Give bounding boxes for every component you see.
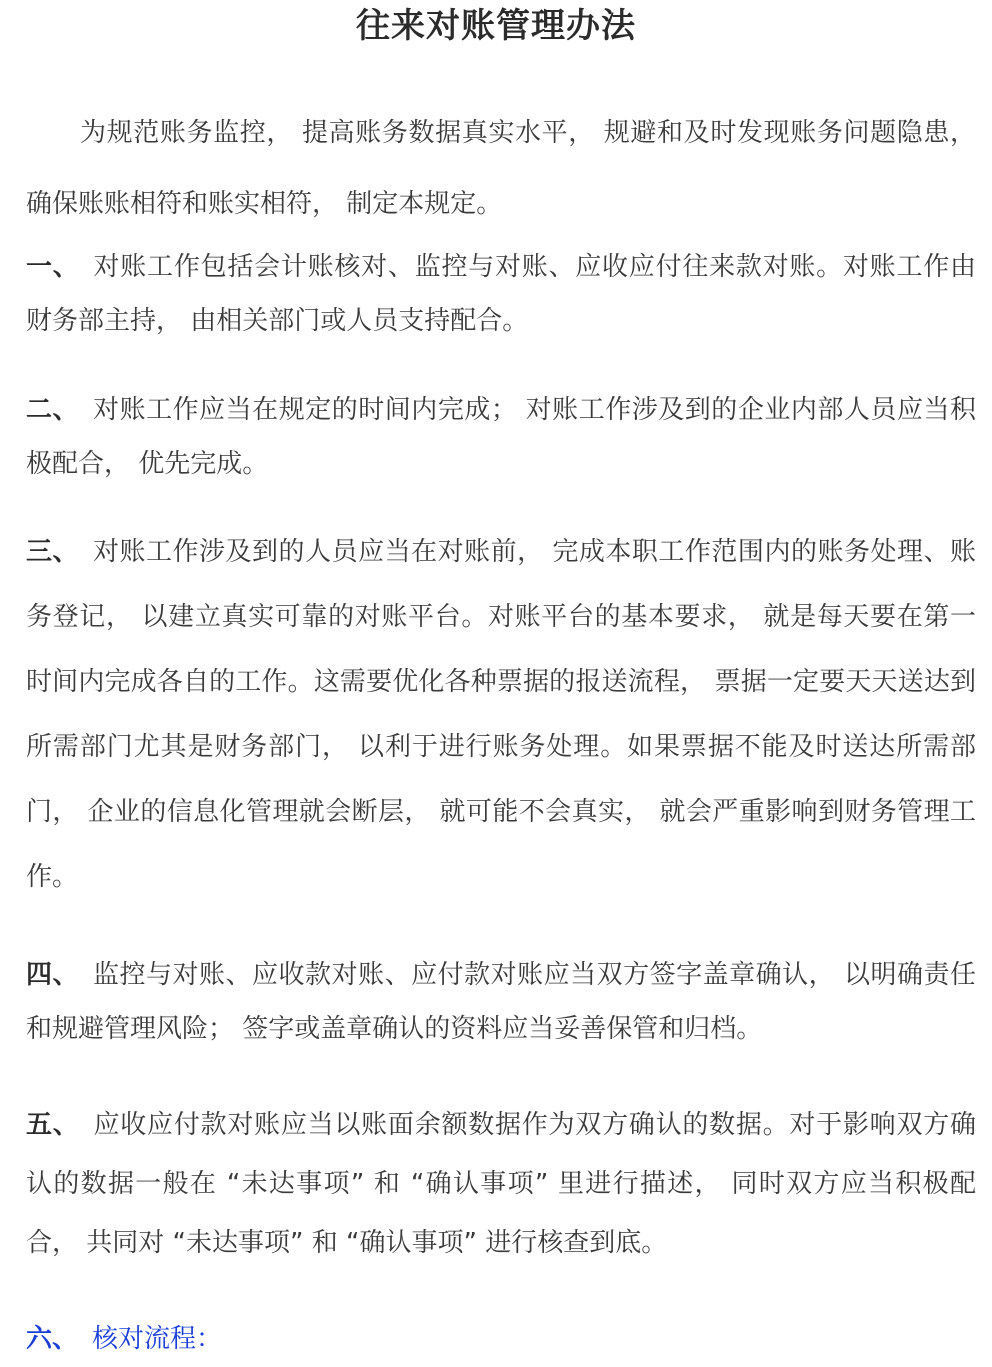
section-4-number: 四、: [26, 960, 80, 990]
section-6: [26, 1312, 976, 1366]
intro-paragraph: 为规范账务监控， 提高账务数据真实水平， 规避和及时发现账务问题隐患， 确保账账相符和账实相符， 制定本规定。: [26, 118, 976, 219]
section-3-number: 三、: [26, 537, 80, 567]
section-4: [26, 948, 976, 1056]
section-4-text: 监控与对账、应收款对账、应付款对账应当双方签字盖章确认， 以明确责任和规避管理风险； 签字或盖章确认的资料应当妥善保管和归档。: [26, 960, 976, 1044]
section-3-text: 对账工作涉及到的人员应当在对账前， 完成本职工作范围内的账务处理、账务登记， 以建立真实可靠的对账平台。对账平台的基本要求， 就是每天要在第一时间内完成各自的工作。这需要优化各种票据的报送流程， 票据一定要天天送达到所需部门尤其是财务部门， 以利于进行账务处理。如果票据不能及时送达所需部门， 企业的信息化管理就会断层， 就可能不会真实， 就会严重影响到财务管理工作。: [26, 537, 976, 892]
section-3: [26, 520, 976, 910]
section-5: [26, 1096, 976, 1273]
section-2: [26, 383, 976, 491]
section-2-text: 对账工作应当在规定的时间内完成； 对账工作涉及到的企业内部人员应当积极配合， 优先完成。: [26, 395, 976, 479]
section-6-text: 核对流程：: [92, 1324, 223, 1354]
section-5-number: 五、: [26, 1110, 80, 1140]
section-1: [26, 240, 976, 348]
section-1-text: 对账工作包括会计账核对、监控与对账、应收应付往来款对账。对账工作由财务部主持， 由相关部门或人员支持配合。: [26, 252, 976, 336]
document-title: 往来对账管理办法: [356, 6, 636, 46]
section-5-text: 应收应付款对账应当以账面余额数据作为双方确认的数据。对于影响双方确认的数据一般在 “未达事项” 和 “确认事项” 里进行描述， 同时双方应当积极配合， 共同对 “未达事项” 和 “确认事项” 进行核查到底。: [26, 1110, 976, 1258]
section-1-number: 一、: [26, 252, 80, 282]
section-2-number: 二、: [26, 395, 80, 425]
section-6-number: 六、: [26, 1324, 79, 1354]
